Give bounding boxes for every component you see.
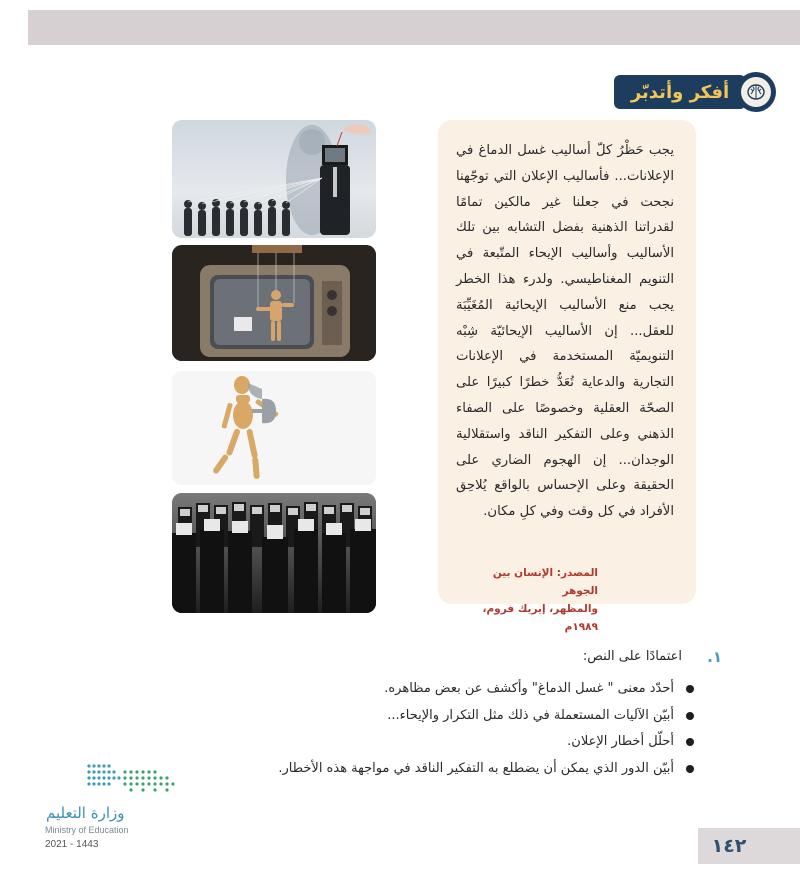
tv-head-crowd-image [172, 493, 376, 613]
ministry-emblem-icon [85, 762, 185, 794]
page-number: ١٤٢ [711, 835, 747, 857]
list-item-text: أبيّن الدور الذي يمكن أن يضطلع به التفكير الناقد في مواجهة هذه الأخطار. [278, 760, 674, 776]
top-bar [28, 10, 800, 45]
wooden-mannequin-image [172, 371, 376, 485]
section-title: أفكر وأتدبّر [614, 75, 746, 109]
list-item-text: أحلّل أخطار الإعلان. [567, 734, 674, 749]
bullet-icon [686, 712, 694, 720]
bullet-icon [686, 738, 694, 746]
section-header [614, 72, 784, 112]
list-item [196, 676, 696, 703]
ministry-logo [40, 760, 190, 860]
ministry-name-en: Ministry of Education [45, 825, 129, 835]
quote-source [458, 564, 598, 636]
question-list [196, 676, 696, 782]
list-item [196, 756, 696, 783]
ministry-year: 2021 - 1443 [45, 839, 99, 850]
page-number-tab [698, 828, 800, 864]
quote-text: يجب حَظْرُ كلّ أساليب غسل الدماغ في الإعلانات... فأساليب الإعلان التي توجّهنا نجحت في جعلنا غير مالكين تمامًا لقدراتنا الذهنية بفضل التشابه بين تلك الأساليب وأساليب الإيحاء المتّبعة في التنويم المغناطيسي. ولدرء هذا الخطر يجب منع الأساليب الإيحائية المُغَيِّبَة للعقل... إن الأساليب الإيحائيّة شِبْه التنويميّة المستخدمة في الإعلانات التجارية والدعاية تُعَدُّ خطرًا كبيرًا على الصحّة العقلية وخصوصًا على الصفاء الذهني وعلى التفكير الناقد واستقلالية الوجدان... إن الهجوم الضاري على الحقيقة وعلى الإحساس بالواقع يُلاحِق الأفراد في كل وقت وفي كلِ مكان. [456, 143, 674, 520]
quote-box [438, 120, 696, 633]
section-badge [736, 72, 776, 112]
brain-icon [741, 77, 771, 107]
bullet-icon [686, 685, 694, 693]
ministry-name-ar: وزارة التعليم [46, 804, 125, 822]
question-number: ١. [707, 648, 722, 666]
source-line-2: والمظهر، إيريك فروم، ١٩٨٩م [482, 603, 598, 633]
bullet-icon [686, 765, 694, 773]
source-line-1: المصدر: الإنسان بين الجوهر [492, 567, 598, 597]
list-item-text: أحدّد معنى " غسل الدماغ" وأكشف عن بعض مظاهره. [384, 681, 674, 696]
question-intro: اعتمادًا على النص: [582, 649, 682, 664]
puppet-crowd-image [172, 120, 376, 238]
list-item [196, 729, 696, 756]
list-item-text: أبيّن الآليات المستعملة في ذلك مثل التكرار والإيحاء... [387, 707, 674, 723]
list-item [196, 703, 696, 730]
puppet-tv-image [172, 245, 376, 361]
